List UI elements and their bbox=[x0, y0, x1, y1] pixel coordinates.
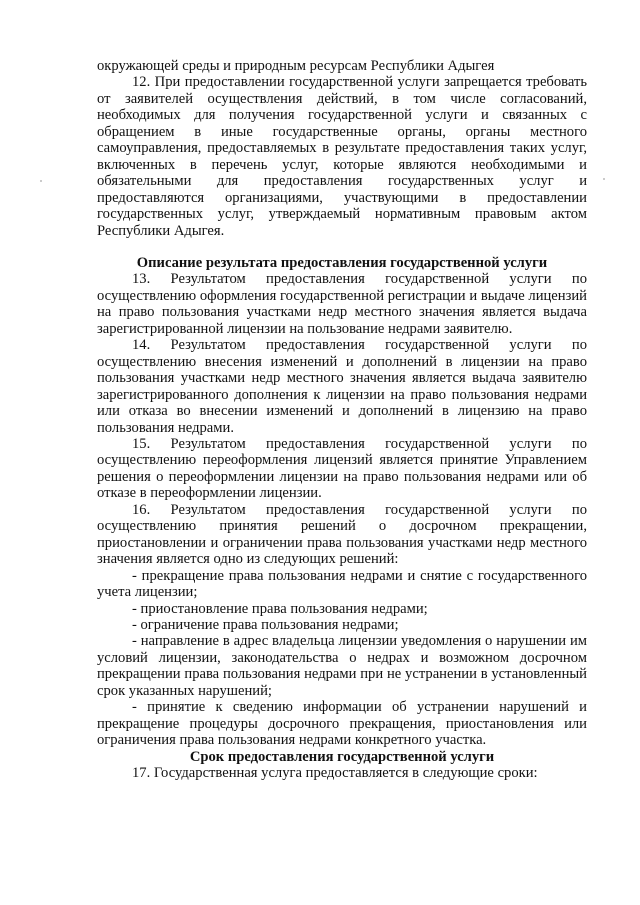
paragraph-13: 13. Результатом предоставления государственной услуги по осуществлению оформления государственной регистрации и выдаче лицензий на право пользования участками недр местного значения является выдача зарегистрированной лицензии на пользование недрами заявителю. bbox=[97, 271, 587, 337]
scan-speck bbox=[603, 178, 605, 180]
paragraph-15: 15. Результатом предоставления государственной услуги по осуществлению переоформления лицензий является принятие Управлением решения о переоформлении лицензии на право пользования недрами или об отказе в переоформлении лицензии. bbox=[97, 435, 587, 502]
paragraph-continuation: окружающей среды и природным ресурсам Республики Адыгея bbox=[97, 58, 495, 74]
document-body bbox=[97, 58, 587, 781]
list-item-suspension: - приостановление права пользования недрами; bbox=[132, 600, 428, 617]
paragraph-12: 12. При предоставлении государственной услуги запрещается требовать от заявителей осуществления действий, в том числе согласований, необходимых для получения государственной услуги и связанных с обращением в иные государственные органы, органы местного самоуправления, предоставляемых в результате предоставления таких услуг, включенных в перечень услуг, которые являются необходимыми и обязательными для предоставления государственных услуг и предоставляются организациями, участвующими в предоставлении государственных услуг, утверждаемый нормативным правовым актом Республики Адыгея. bbox=[97, 74, 587, 239]
spacer bbox=[97, 239, 587, 255]
list-item-acknowledgement: - принятие к сведению информации об устранении нарушений и прекращение процедуры досрочного прекращения, приостановления или ограничения права пользования недрами конкретного участка. bbox=[97, 699, 587, 749]
section-heading-result: Описание результата предоставления государственной услуги bbox=[136, 254, 548, 271]
list-item-restriction: - ограничение права пользования недрами; bbox=[132, 616, 399, 633]
list-item-termination: - прекращение права пользования недрами и снятие с государственного учета лицензии; bbox=[97, 567, 587, 601]
section-heading-term: Срок предоставления государственной услуги bbox=[189, 748, 495, 765]
paragraph-14: 14. Результатом предоставления государственной услуги по осуществлению внесения изменений и дополнений в лицензии на право пользования участками недр местного значения является выдача заявителю зарегистрированного дополнения к лицензии на право пользования недрами или отказа во внесении изменений и дополнений в лицензию на право пользования недрами. bbox=[97, 337, 587, 436]
scan-speck bbox=[40, 180, 42, 182]
list-item-notice: - направление в адрес владельца лицензии уведомления о нарушении им условий лицензии, законодательства о недрах и возможном досрочном прекращении права пользования недрами при не устранении в установленный срок указанных нарушений; bbox=[97, 633, 587, 699]
paragraph-16: 16. Результатом предоставления государственной услуги по осуществлению принятия решений о досрочном прекращении, приостановлении и ограничении права пользования участками недр местного значения является одно из следующих решений: bbox=[97, 501, 587, 568]
paragraph-17: 17. Государственная услуга предоставляется в следующие сроки: bbox=[132, 765, 538, 782]
